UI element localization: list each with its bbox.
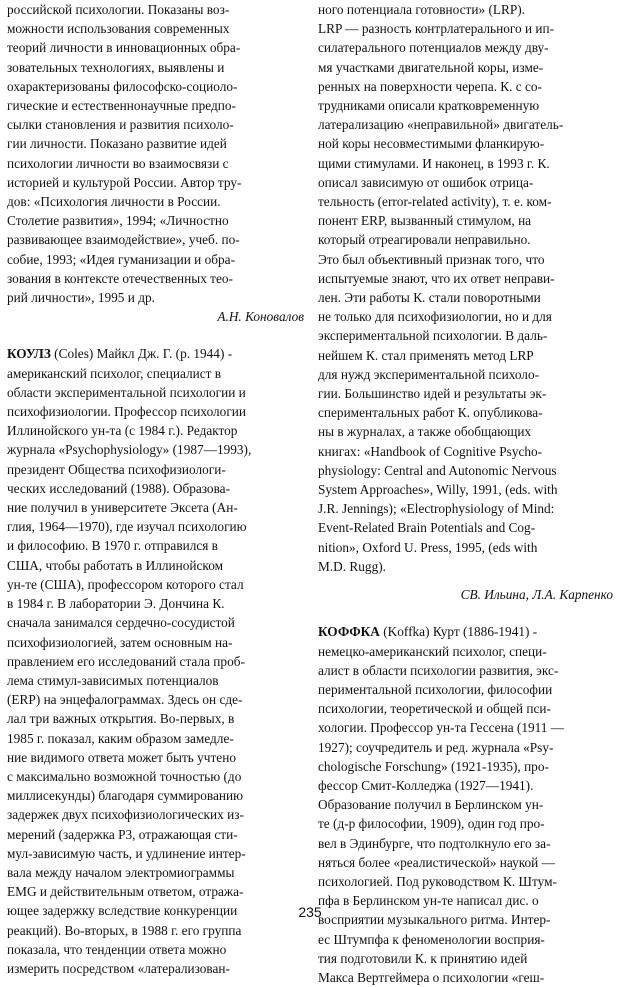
article-text-line: J.R. Jennings); «Electrophysiology of Mind: <box>318 501 555 517</box>
article-text-line: фессор Смит-Колледжа (1927—1941). <box>318 777 534 793</box>
article-text-line: глия, 1964—1970), где изучал психологию <box>7 519 247 535</box>
article-text-line: вала между началом электромиограммы <box>7 864 235 880</box>
article-text-line: ной коры несовместимыми фланкирую- <box>318 136 545 152</box>
article-text-line: мерений (задержка P3, отражающая сти- <box>7 826 238 842</box>
article-text-line: для нужд экспериментальной психоло- <box>318 366 540 382</box>
article-text-line: психофизиологией, затем основным на- <box>7 634 233 650</box>
entry-header-coles <box>7 344 304 363</box>
article-text-line: периментальной психологии, философии <box>318 681 553 697</box>
author-signature: СВ. Ильина, Л.А. Карпенко <box>460 587 613 603</box>
article-text-line: российской психологии. Показаны воз- <box>7 2 230 17</box>
article-text-line: Макса Вертгеймера о психологии «геш- <box>318 969 545 985</box>
article-text-line: тия подготовили К. к принятию идей <box>318 950 528 966</box>
article-text-line: тельность (error-related activity), т. е. ком- <box>318 194 552 210</box>
article-text-line: силатерального потенциалов между дву- <box>318 40 549 56</box>
article-text-line: System Approaches», Willy, 1991, (eds. with <box>318 482 558 498</box>
article-text-line: ние видимого ответа может быть учтено <box>7 749 236 765</box>
article-text-line: собие, 1993; «Идея гуманизации и обра- <box>7 251 235 267</box>
article-text-line: вел в Эдинбурге, что подтолкнуло его за- <box>318 835 551 851</box>
article-text-line: лал три важных открытия. Во-первых, в <box>7 711 235 727</box>
article-text-line: психологией. Под руководством К. Штум- <box>318 873 557 889</box>
article-text-line: спериментальных работ К. опубликова- <box>318 405 543 421</box>
article-text-line: щими стимулами. И наконец, в 1993 г. К. <box>318 155 550 171</box>
article-text-line: зовательных технологиях, выявлены и <box>7 59 225 75</box>
article-text-line: правлением его исследований стала проб- <box>7 653 245 669</box>
article-text-line: nition», Oxford U. Press, 1995, (eds with <box>318 539 538 555</box>
article-text-line: Event-Related Brain Potentials and Cog- <box>318 520 536 536</box>
article-text-line: ренных на поверхности черепа. К. с со- <box>318 78 542 94</box>
article-text-line: нейшем К. стал применять метод LRP <box>318 347 534 363</box>
article-text-line: историей и культурой России. Автор тру- <box>7 174 242 190</box>
article-text-line: сначала занимался сердечно-сосудистой <box>7 615 235 631</box>
article-text-line: мя участками двигательной коры, изме- <box>318 59 544 75</box>
article-text-line: мул-зависимую часть, и удлинение интер- <box>7 845 246 861</box>
article-text-line: с максимально возможной точностью (до <box>7 768 242 784</box>
article-text-line: ющее задержку вследствие конкуренции <box>7 903 238 919</box>
article-text-line: хологии. Профессор ун-та Гессена (1911 — <box>318 720 565 736</box>
article-text-line: Это был объективный признак того, что <box>318 251 545 267</box>
article-text-line: ес Штумпфа к феноменологии восприя- <box>318 931 545 947</box>
article-text-line: гические и естественнонаучные предпо- <box>7 98 236 114</box>
left-column <box>7 0 304 978</box>
article-text-line: не только для психофизиологии, но и для <box>318 309 552 325</box>
article-text-line: президент Общества психофизиологи- <box>7 461 226 477</box>
article-text-line: сылки становления и развития психоло- <box>7 117 234 133</box>
entry-header-text: (Coles) Майкл Дж. Г. (р. 1944) - <box>50 346 233 362</box>
article-text-line: понент ERP, вызванный стимулом, на <box>318 213 532 229</box>
article-text-line: лема стимул-зависимых потенциалов <box>7 672 219 688</box>
article-text-line: показала, что тенденции ответа можно <box>7 941 227 957</box>
article-text-line: (ERP) на энцефалограммах. Здесь он сде- <box>7 692 243 708</box>
article-text-line: немецко-американский психолог, специ- <box>318 643 547 659</box>
article-text-line: Образование получил в Берлинском ун- <box>318 797 544 813</box>
article-text-line: журнала «Psychophysiology» (1987—1993), <box>7 442 252 458</box>
article-text-line: зования в контексте отечественных тео- <box>7 270 233 286</box>
article-text-line: испытуемые знают, что их ответ неправи- <box>318 270 555 286</box>
article-text-line: книгах: «Handbook of Cognitive Psycho- <box>318 443 543 459</box>
article-text-line: и философию. В 1970 г. отправился в <box>7 538 218 554</box>
article-text-line: 1927); соучредитель и ред. журнала «Psy- <box>318 739 554 755</box>
article-text-line: Иллинойского ун-та (с 1984 г.). Редактор <box>7 423 238 439</box>
article-text-line: американский психолог, специалист в <box>7 365 222 381</box>
article-text-line: ны в журналах, а также обобщающих <box>318 424 532 440</box>
article-text-line: США, чтобы работать в Иллинойском <box>7 557 224 573</box>
page-number: 235 <box>298 904 322 920</box>
article-text-line: гии личности. Показано развитие идей <box>7 136 227 152</box>
entry-header-text: (Koffka) Курт (1886-1941) - <box>379 624 538 640</box>
entry-header-koffka <box>318 622 613 641</box>
article-text-line: миллисекунды) благодаря суммированию <box>7 788 244 804</box>
article-text-line: няться более «реалистической» наукой — <box>318 854 555 870</box>
article-text-line: измерить посредством «латерализован- <box>7 960 230 976</box>
entry-headword: КОУЛЗ <box>7 346 51 362</box>
article-text-line: описал зависимую от ошибок отрица- <box>318 174 534 190</box>
author-signature: А.Н. Коновалов <box>217 309 304 325</box>
article-text-line: теорий личности в инновационных обра- <box>7 40 241 56</box>
article-text-line: ческих исследований (1988). Образова- <box>7 480 231 496</box>
article-text-line: chologische Forschung» (1921-1935), про- <box>318 758 549 774</box>
article-text-line: дов: «Психология личности в России. <box>7 194 221 210</box>
article-text-line: M.D. Rugg). <box>318 558 386 574</box>
article-text-line: ние получил в университете Эксета (Ан- <box>7 500 238 516</box>
article-text-line: EMG и действительным ответом, отража- <box>7 884 244 900</box>
article-text-line: ного потенциала готовности» (LRP). <box>318 2 526 17</box>
article-text-line: в 1984 г. В лаборатории Э. Дончина К. <box>7 596 225 612</box>
article-text-line: психофизиологии. Профессор психологии <box>7 404 247 420</box>
article-text-line: латерализацию «неправильной» двигатель- <box>318 117 564 133</box>
entry-headword: КОФФКА <box>318 624 380 640</box>
article-text-line: алист в области психологии развития, экс- <box>318 662 559 678</box>
article-text-line: Столетие развития», 1994; «Личностно <box>7 213 229 229</box>
article-text-line: пфа в Берлинском ун-те написал дис. о <box>318 893 539 909</box>
article-text-line: реакций). Во-вторых, в 1988 г. его группа <box>7 922 242 938</box>
article-text-line: лен. Эти работы К. стали поворотными <box>318 290 541 306</box>
article-text-line: гии. Большинство идей и результаты эк- <box>318 386 547 402</box>
article-text-line: можности использования современных <box>7 21 230 37</box>
article-text-line: LRP — разность контрлатерального и ип- <box>318 21 555 37</box>
article-text-line: психологии личности во взаимосвязи с <box>7 155 229 171</box>
article-text-line: задержек двух психофизиологических из- <box>7 807 244 823</box>
article-text-line: области экспериментальной психологии и <box>7 384 246 400</box>
article-text-line: восприятии музыкального ритма. Интер- <box>318 912 551 928</box>
article-text-line: охарактеризованы философско-социоло- <box>7 78 238 94</box>
article-text-line: экспериментальной психологии. В даль- <box>318 328 548 344</box>
article-text-line: 1985 г. показал, каким образом замедле- <box>7 730 234 746</box>
article-text-line: physiology: Central and Autonomic Nervous <box>318 462 557 478</box>
article-text-line: те (д-р философии, 1909), один год про- <box>318 816 545 832</box>
right-column <box>318 0 613 987</box>
article-text-line: рий личности», 1995 и др. <box>7 290 155 306</box>
article-text-line: развивающее взаимодействие», учеб. по- <box>7 232 240 248</box>
article-text-line: который отреагировали неправильно. <box>318 232 531 248</box>
article-text-line: психологии, теоретической и общей пси- <box>318 701 551 717</box>
article-text-line: ун-те (США), профессором которого стал <box>7 576 244 592</box>
article-text-line: трудниками описали кратковременную <box>318 98 540 114</box>
